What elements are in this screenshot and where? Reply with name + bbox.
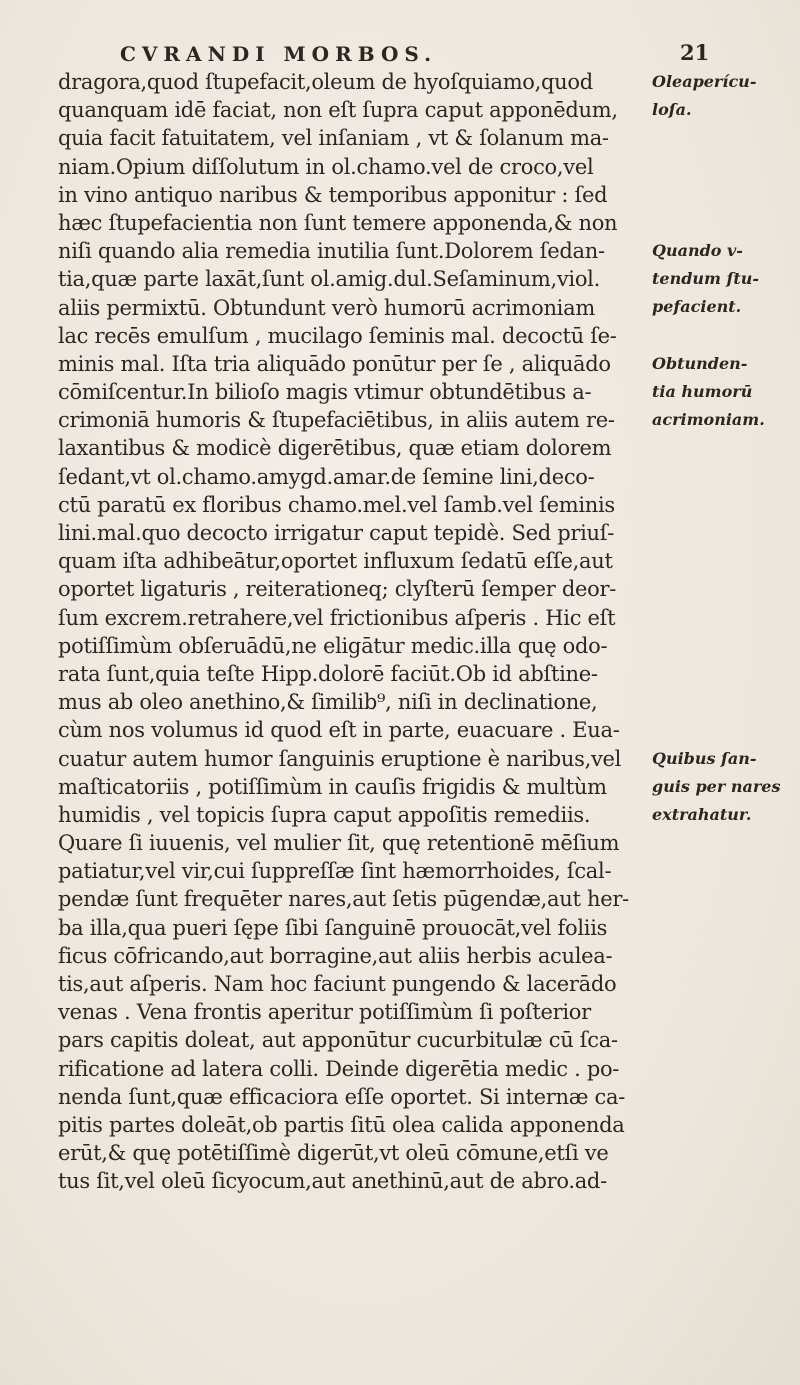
page-number: 21 [680, 40, 710, 65]
margin-note-line: guis per nares [652, 777, 781, 797]
text-line: quam iſta adhibeātur,oportet influxum ſedatū eſſe,aut [58, 549, 613, 574]
margin-note-line: extrahatur. [652, 805, 752, 825]
margin-note-line: Obtunden- [652, 354, 748, 373]
text-line: cùm nos volumus id quod eſt in parte, euacuare . Eua- [58, 718, 620, 743]
text-line: venas . Vena frontis aperitur potiſſimùm ſi poſterior [58, 1000, 591, 1025]
text-line: maſticatoriis , potiſſimùm in cauſis frigidis & multùm [58, 774, 607, 799]
text-line: hæc ſtupefacientia non ſunt temere apponenda,& non [58, 210, 618, 235]
text-line: mus ab oleo anethino,& ſimilib⁹, niſi in declinatione, [58, 690, 598, 715]
margin-note-line: Quando v- [652, 241, 743, 260]
margin-note-dangerous-oils [652, 68, 800, 124]
text-line: rata ſunt,quia teſte Hipp.dolorē faciūt.Ob id abſtine- [58, 661, 598, 686]
text-line: crimoniā humoris & ſtupefaciētibus, in aliis autem re- [58, 408, 615, 433]
text-line: ba illa,qua pueri ſępe ſibi ſanguinē prouocāt,vel foliis [58, 915, 608, 940]
text-line: potiſſimùm obſeruādū,ne eligātur medic.illa quę odo- [58, 633, 608, 658]
text-line: oportet ligaturis , reiterationeq; clyſterū ſemper deor- [58, 577, 616, 602]
text-line: tia,quæ parte laxāt,ſunt ol.amig.dul.Seſaminum,viol. [58, 267, 600, 292]
text-line: rificatione ad latera colli. Deinde digerētia medic . po- [58, 1056, 620, 1081]
text-line: ficus cōfricando,aut borragine,aut aliis herbis aculea- [58, 943, 613, 968]
text-line: lini.mal.quo decocto irrigatur caput tepidè. Sed priuſ- [58, 521, 615, 545]
text-line: humidis , vel topicis ſupra caput appoſitis remediis. [58, 802, 591, 827]
text-line: lac recēs emulſum , mucilago ſeminis mal. decoctū ſe- [58, 323, 617, 348]
margin-note-line: Quibus ſan- [652, 749, 757, 768]
text-line: laxantibus & modicè digerētibus, quæ etiam dolorem [58, 436, 612, 461]
text-line: in vino antiquo naribus & temporibus apponitur : ſed [58, 182, 608, 207]
main-text-block [58, 68, 630, 1196]
text-line: quia facit fatuitatem, vel inſaniam , vt & ſolanum ma- [58, 126, 609, 151]
text-line: cōmiſcentur.In bilioſo magis vtimur obtundētibus a- [58, 380, 592, 405]
text-line: Quare ſi iuuenis, vel mulier ſit, quę retentionē mēſium [58, 831, 620, 856]
text-line: pendæ ſunt frequēter nares,aut ſetis pūgendæ,aut her- [58, 887, 629, 912]
margin-note-line: loſa. [652, 100, 692, 120]
text-line: ſum excrem.retrahere,vel frictionibus aſperis . Hic eſt [58, 605, 616, 630]
margin-note-line: tia humorū [652, 382, 753, 402]
text-line: tus ſit,vel oleū ſicyocum,aut anethinū,aut de abro.ad- [58, 1169, 607, 1194]
text-line: pars capitis doleat, aut apponūtur cucurbitulæ cū ſca- [58, 1028, 618, 1053]
margin-note-line: tendum ſtu- [652, 269, 760, 289]
margin-note-line: pefacient. [652, 297, 742, 317]
text-line: erūt,& quę potētiſſimè digerūt,vt oleū cōmune,etſi ve [58, 1141, 609, 1166]
text-line: cuatur autem humor ſanguinis eruptione è naribus,vel [58, 746, 622, 771]
text-line: pitis partes doleāt,ob partis ſitū olea calida apponenda [58, 1112, 625, 1137]
text-line: patiatur,vel vir,cui ſuppreſſæ ſint hæmorrhoides, ſcal- [58, 859, 612, 884]
running-title: CVRANDI MORBOS. [120, 42, 438, 66]
text-line: niſi quando alia remedia inutilia ſunt.Dolorem ſedan- [58, 239, 605, 264]
text-line: ſedant,vt ol.chamo.amygd.amar.de ſemine lini,deco- [58, 464, 595, 489]
text-line: tis,aut aſperis. Nam hoc faciunt pungendo & lacerādo [58, 972, 617, 996]
text-line: minis mal. Iſta tria aliquādo ponūtur per ſe , aliquādo [58, 351, 611, 376]
margin-note-bloodletting [652, 745, 800, 830]
text-line: aliis permixtū. Obtundunt verò humorū acrimoniam [58, 295, 595, 320]
text-line: nenda ſunt,quæ efficaciora eſſe oportet. Si internæ ca- [58, 1084, 625, 1109]
margin-note-line: Oleaperícu- [652, 72, 757, 91]
text-line: dragora,quod ſtupefacit,oleum de hyoſquiamo,quod [58, 70, 593, 94]
margin-note-stupefacients [652, 237, 800, 322]
text-line: quanquam idē faciat, non eſt ſupra caput apponēdum, [58, 98, 618, 123]
margin-note-line: acrimoniam. [652, 410, 765, 430]
text-line: ctū paratū ex floribus chamo.mel.vel ſamb.vel ſeminis [58, 492, 615, 517]
margin-note-obtundents [652, 350, 800, 435]
text-line: niam.Opium diſſolutum in ol.chamo.vel de croco,vel [58, 154, 594, 179]
